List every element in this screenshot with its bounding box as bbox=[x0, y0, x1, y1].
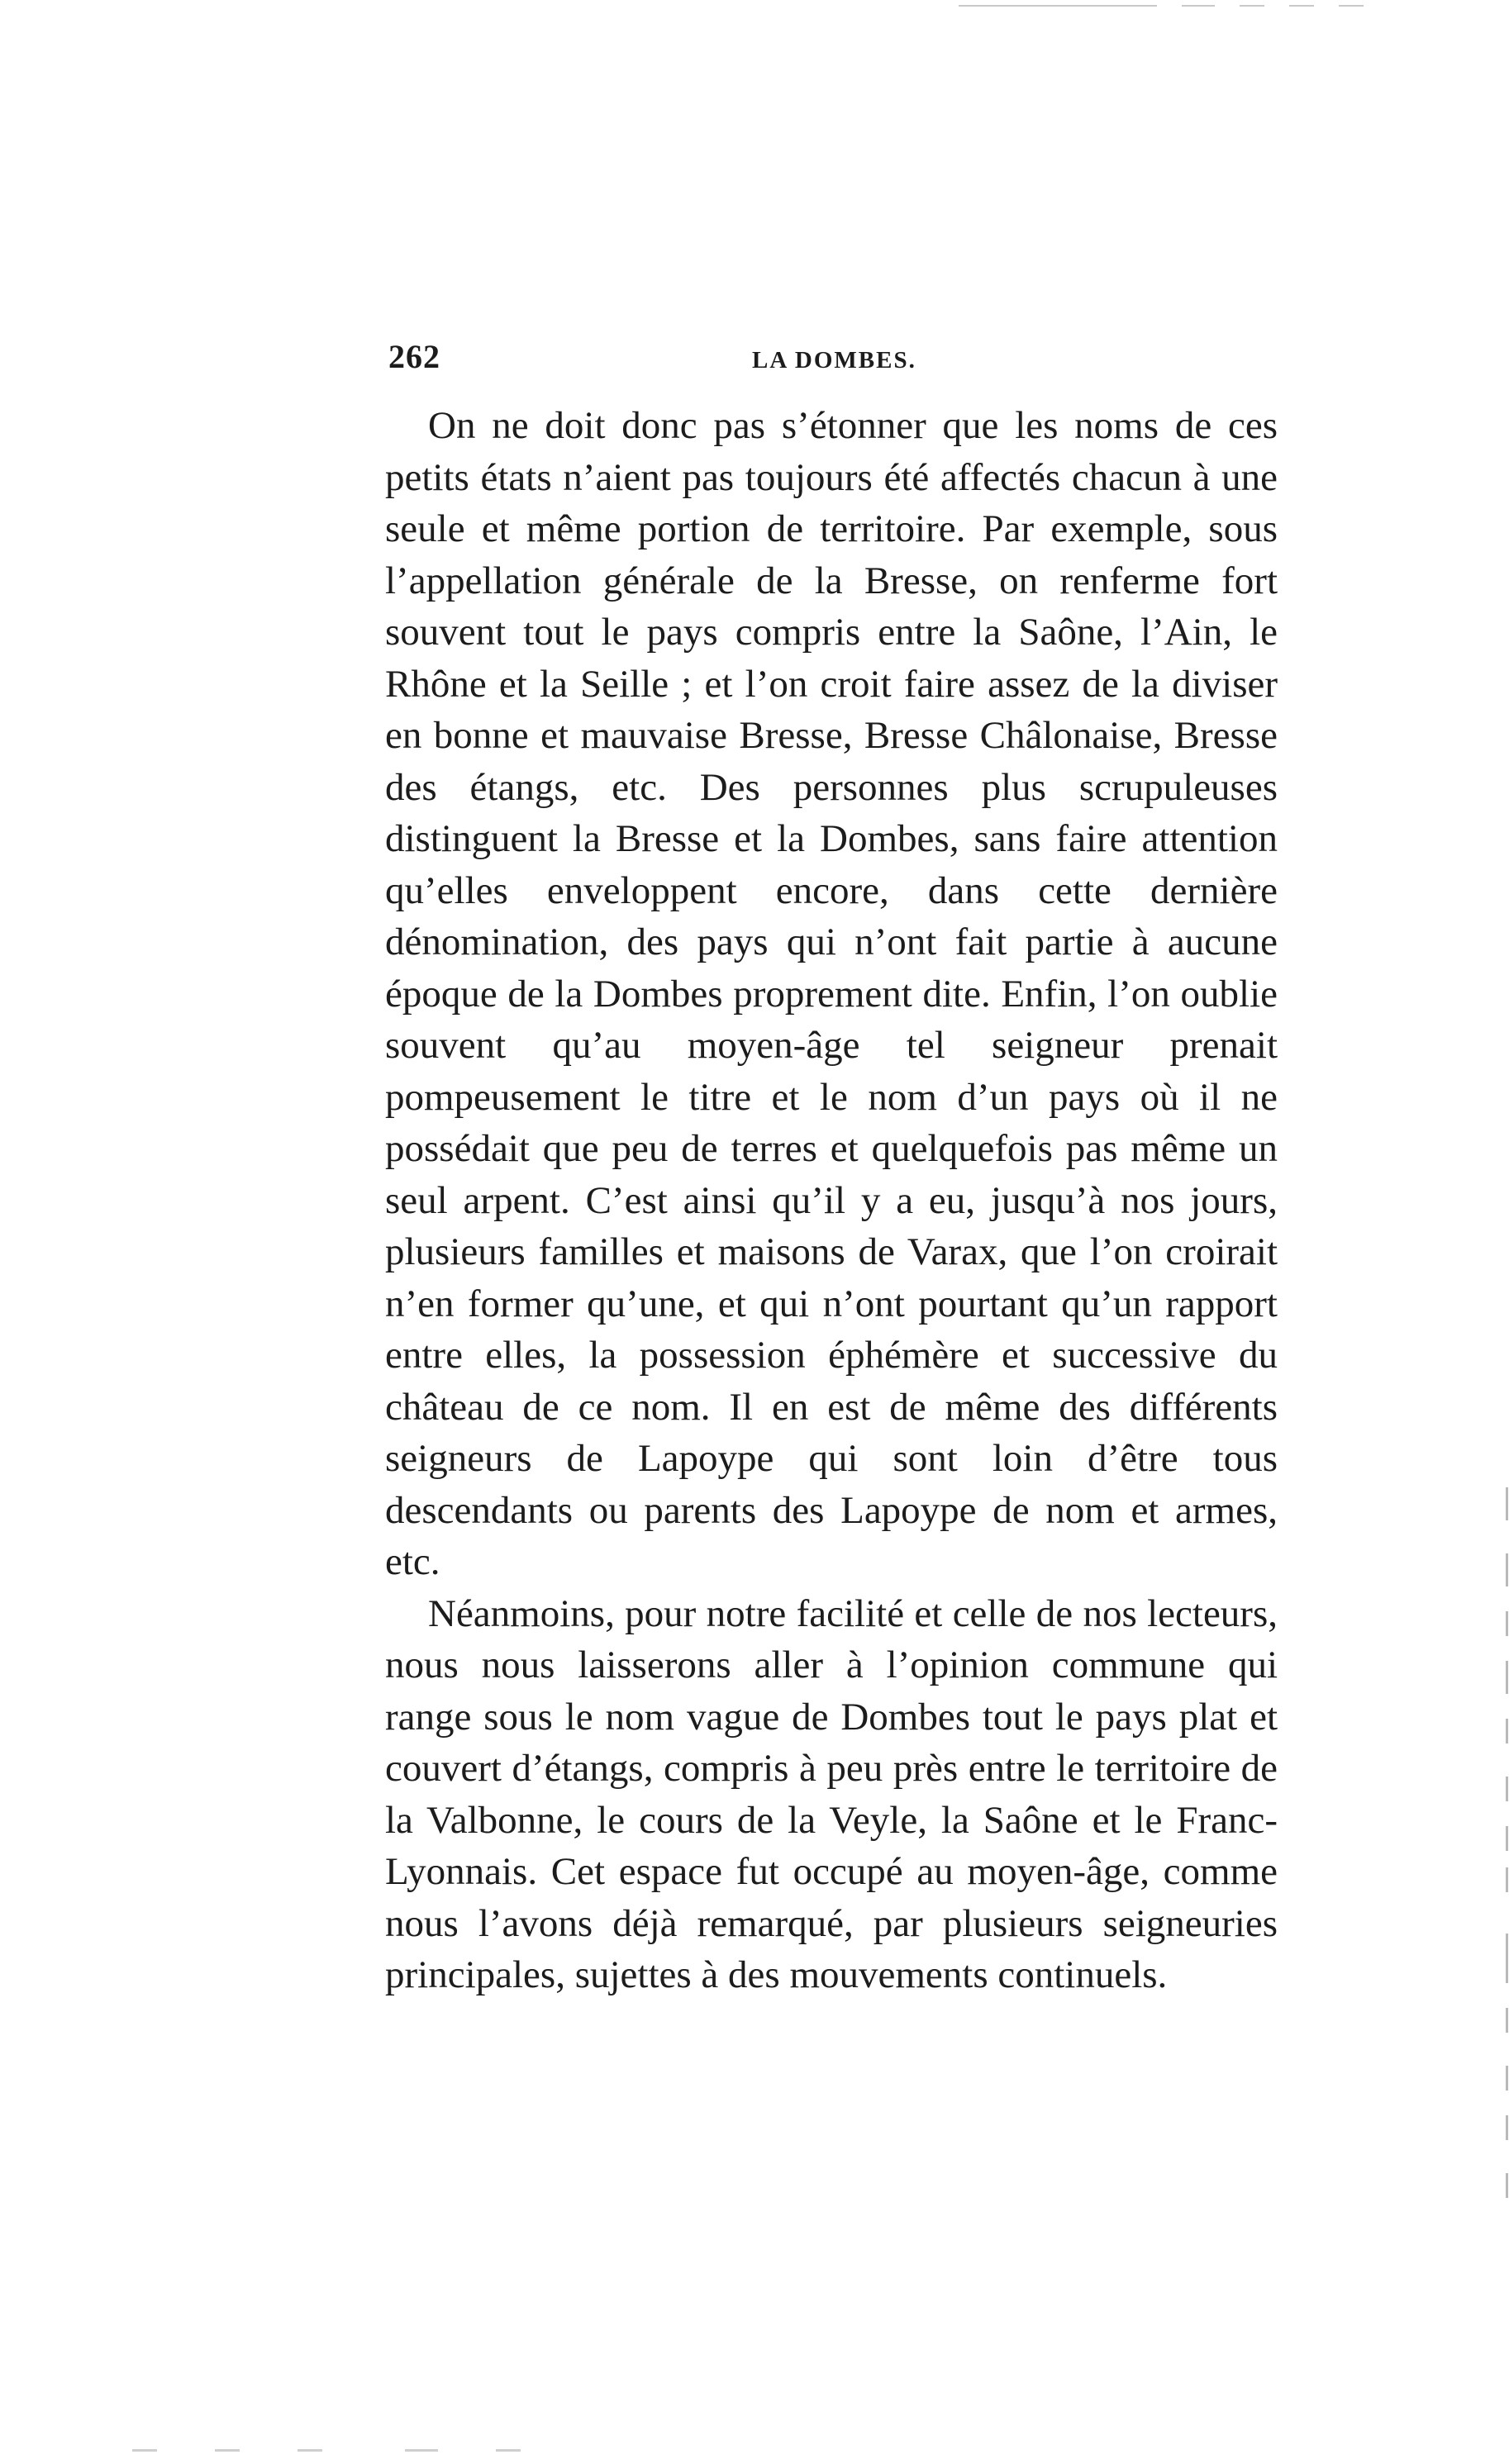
scan-artifact-margin bbox=[1506, 1777, 1508, 1801]
scan-artifact-margin bbox=[1506, 2066, 1508, 2091]
paragraph: Néanmoins, pour notre facilité et celle de nos lecteurs, nous nous laisserons aller à l’opinion commune qui range sous le nom vague de Dombes tout le pays plat et couvert d’étangs, compris à peu près entre le territoire de la Valbonne, le cours de la Veyle, la Saône et le Franc-Lyonnais. Cet espace fut occupé au moyen-âge, comme nous l’avons déjà remarqué, par plusieurs seigneuries principales, sujettes à des mouvements continuels. bbox=[385, 1591, 1278, 1996]
scan-artifact-top bbox=[1289, 5, 1314, 7]
body-text bbox=[385, 400, 1278, 2001]
scan-artifact-bottom bbox=[298, 2449, 322, 2452]
page-number: 262 bbox=[388, 338, 440, 375]
scan-artifact-bottom bbox=[215, 2449, 240, 2452]
scan-artifact-margin bbox=[1506, 1487, 1508, 1520]
scan-artifact-top bbox=[1339, 5, 1364, 7]
scan-artifact-margin bbox=[1506, 1934, 1508, 1983]
paragraph: On ne doit donc pas s’étonner que les noms de ces petits états n’aient pas toujours été affectés chacun à une seule et même portion de territoire. Par exemple, sous l’appellation générale de la Bresse, on renferme fort souvent tout le pays compris entre la Saône, l’Ain, le Rhône et la Seille ; et l’on croit faire assez de la diviser en bonne et mauvaise Bresse, Bresse Châlonaise, Bresse des étangs, etc. Des personnes plus scrupuleuses distinguent la Bresse et la Dombes, sans faire attention qu’elles enveloppent encore, dans cette dernière dénomination, des pays qui n’ont fait partie à aucune époque de la Dombes proprement dite. Enfin, l’on oublie souvent qu’au moyen-âge tel seigneur prenait pompeusement le titre et le nom d’un pays où il ne possédait que peu de terres et quelquefois pas même un seul arpent. C’est ainsi qu’il y a eu, jusqu’à nos jours, plusieurs familles et maisons de Varax, que l’on croirait n’en former qu’une, et qui n’ont pourtant qu’un rapport entre elles, la possession éphémère et successive du château de ce nom. Il en est de même des différents seigneurs de Lapoype qui sont loin d’être tous descendants ou parents des Lapoype de nom et armes, etc. bbox=[385, 404, 1278, 1583]
scan-artifact-margin bbox=[1506, 1719, 1508, 1743]
page-header bbox=[388, 337, 1281, 387]
scan-artifact-top bbox=[959, 5, 1157, 7]
scan-artifact-margin bbox=[1506, 1553, 1508, 1586]
scan-artifact-margin bbox=[1506, 1661, 1508, 1694]
scan-artifact-margin bbox=[1506, 2008, 1508, 2033]
scan-artifact-margin bbox=[1506, 1611, 1508, 1636]
scan-artifact-bottom bbox=[496, 2449, 521, 2452]
scan-artifact-margin bbox=[1506, 2115, 1508, 2140]
scan-artifact-margin bbox=[1506, 1867, 1508, 1892]
scan-artifact-top bbox=[1240, 5, 1264, 7]
scan-artifact-margin bbox=[1506, 1826, 1508, 1851]
scan-artifact-margin bbox=[1506, 2173, 1508, 2198]
scan-artifact-bottom bbox=[132, 2449, 157, 2452]
scan-artifact-bottom bbox=[405, 2449, 438, 2452]
scan-artifact-top bbox=[1182, 5, 1215, 7]
running-head: LA DOMBES. bbox=[752, 347, 916, 373]
